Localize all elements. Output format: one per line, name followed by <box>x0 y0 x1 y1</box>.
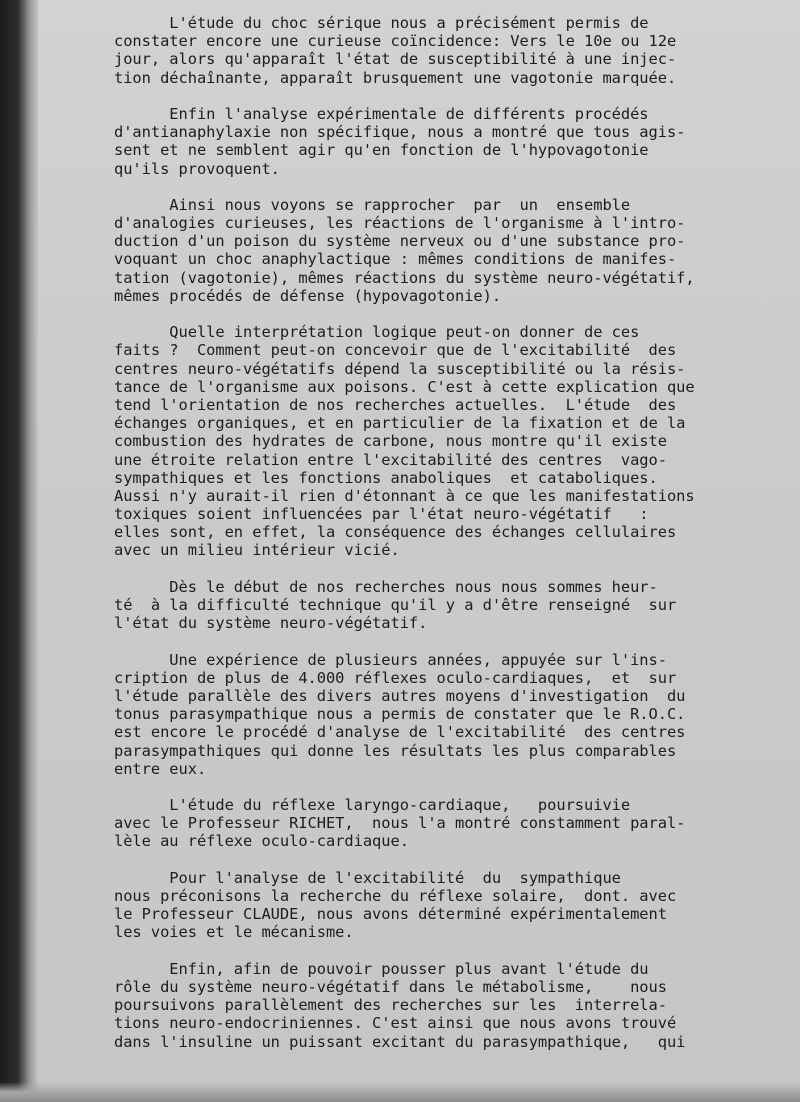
text-line: tend l'orientation de nos recherches actuelles. L'étude des <box>114 395 677 414</box>
text-line: l'étude parallèle des divers autres moyens d'investigation du <box>114 686 686 705</box>
text-line: avec un milieu intérieur vicié. <box>114 541 400 560</box>
text-line: est encore le procédé d'analyse de l'excitabilité des centres <box>114 723 686 742</box>
text-line: faits ? Comment peut-on concevoir que de l'excitabilité des <box>114 341 677 360</box>
text-line: Pour l'analyse de l'excitabilité du sympathique <box>114 868 621 887</box>
paragraph-difficulte-technique <box>114 578 774 633</box>
text-line: Aussi n'y aurait-il rien d'étonnant à ce que les manifestations <box>114 486 695 505</box>
paragraph-laryngo-cardiaque <box>114 796 774 851</box>
scan-binding-edge <box>0 0 38 1102</box>
text-line: le Professeur CLAUDE, nous avons déterminé expérimentalement <box>114 905 667 924</box>
text-line: L'étude du réflexe laryngo-cardiaque, poursuivie <box>114 796 631 815</box>
text-line: cription de plus de 4.000 réflexes oculo-cardiaques, et sur <box>114 668 677 687</box>
text-line: tation (vagotonie), mêmes réactions du système neuro-végétatif, <box>114 268 695 287</box>
text-line: Quelle interprétation logique peut-on donner de ces <box>114 323 640 342</box>
text-line: Une expérience de plusieurs années, appuyée sur l'ins- <box>114 650 667 669</box>
text-line: Enfin, afin de pouvoir pousser plus avant l'étude du <box>114 959 649 978</box>
paragraph-interpretation <box>114 323 774 559</box>
text-line: d'analogies curieuses, les réactions de l'organisme à l'intro- <box>114 214 686 233</box>
text-line: échanges organiques, et en particulier de la fixation et de la <box>114 414 686 433</box>
paragraph-choc-serique <box>114 14 774 87</box>
text-line: dans l'insuline un puissant excitant du parasympathique, qui <box>114 1032 686 1051</box>
paragraph-metabolisme <box>114 960 774 1051</box>
text-line: elles sont, en effet, la conséquence des échanges cellulaires <box>114 523 677 542</box>
text-line: constater encore une curieuse coïncidence: Vers le 10e ou 12e <box>114 32 677 51</box>
text-line: tions neuro-endocriniennes. C'est ainsi que nous avons trouvé <box>114 1014 677 1033</box>
text-line: té à la difficulté technique qu'il y a d'être renseigné sur <box>114 596 677 614</box>
text-line: rôle du système neuro-végétatif dans le métabolisme, nous <box>114 977 667 996</box>
text-line: duction d'un poison du système nerveux ou d'une substance pro- <box>114 232 686 251</box>
text-line: sent et ne semblent agir qu'en fonction de l'hypovagotonie <box>114 141 649 160</box>
text-line: qu'ils provoquent. <box>114 159 280 178</box>
text-line: Ainsi nous voyons se rapprocher par un ensemble <box>114 195 631 214</box>
scan-bottom-edge <box>0 1082 800 1102</box>
text-line: tance de l'organisme aux poisons. C'est à cette explication que <box>114 377 695 396</box>
paragraph-roc <box>114 651 774 778</box>
text-line: centres neuro-végétatifs dépend la susceptibilité ou la résis- <box>114 359 686 378</box>
text-line: jour, alors qu'apparaît l'état de susceptibilité à une injec- <box>114 50 677 69</box>
text-line: les voies et le mécanisme. <box>114 923 354 942</box>
text-line: Dès le début de nos recherches nous nous sommes heur- <box>114 577 658 596</box>
text-line: avec le Professeur RICHET, nous l'a montré constamment paral- <box>114 814 686 833</box>
text-line: entre eux. <box>114 759 207 778</box>
paragraph-analogies <box>114 196 774 305</box>
text-line: d'antianaphylaxie non spécifique, nous a montré que tous agis- <box>114 123 686 142</box>
text-line: toxiques soient influencées par l'état neuro-végétatif : <box>114 505 649 524</box>
text-line: sympathiques et les fonctions anaboliques et cataboliques. <box>114 468 658 487</box>
text-line: L'étude du choc sérique nous a précisément permis de <box>114 14 649 32</box>
paragraph-antianaphylaxie <box>114 105 774 178</box>
text-line: tonus parasympathique nous a permis de constater que le R.O.C. <box>114 705 686 724</box>
text-line: tion déchaînante, apparaît brusquement une vagotonie marquée. <box>114 68 677 87</box>
text-line: Enfin l'analyse expérimentale de différents procédés <box>114 104 649 123</box>
text-line: voquant un choc anaphylactique : mêmes conditions de manifes- <box>114 250 677 269</box>
document-body <box>114 14 774 1051</box>
text-line: combustion des hydrates de carbone, nous montre qu'il existe <box>114 432 667 451</box>
text-line: une étroite relation entre l'excitabilité des centres vago- <box>114 450 667 469</box>
text-line: poursuivons parallèlement des recherches sur les interrela- <box>114 996 667 1015</box>
text-line: mêmes procédés de défense (hypovagotonie). <box>114 286 502 305</box>
text-line: l'état du système neuro-végétatif. <box>114 614 428 633</box>
text-line: lèle au réflexe oculo-cardiaque. <box>114 832 409 851</box>
text-line: nous préconisons la recherche du réflexe solaire, dont. avec <box>114 887 677 905</box>
paragraph-reflexe-solaire <box>114 869 774 942</box>
text-line: parasympathiques qui donne les résultats les plus comparables <box>114 741 677 760</box>
